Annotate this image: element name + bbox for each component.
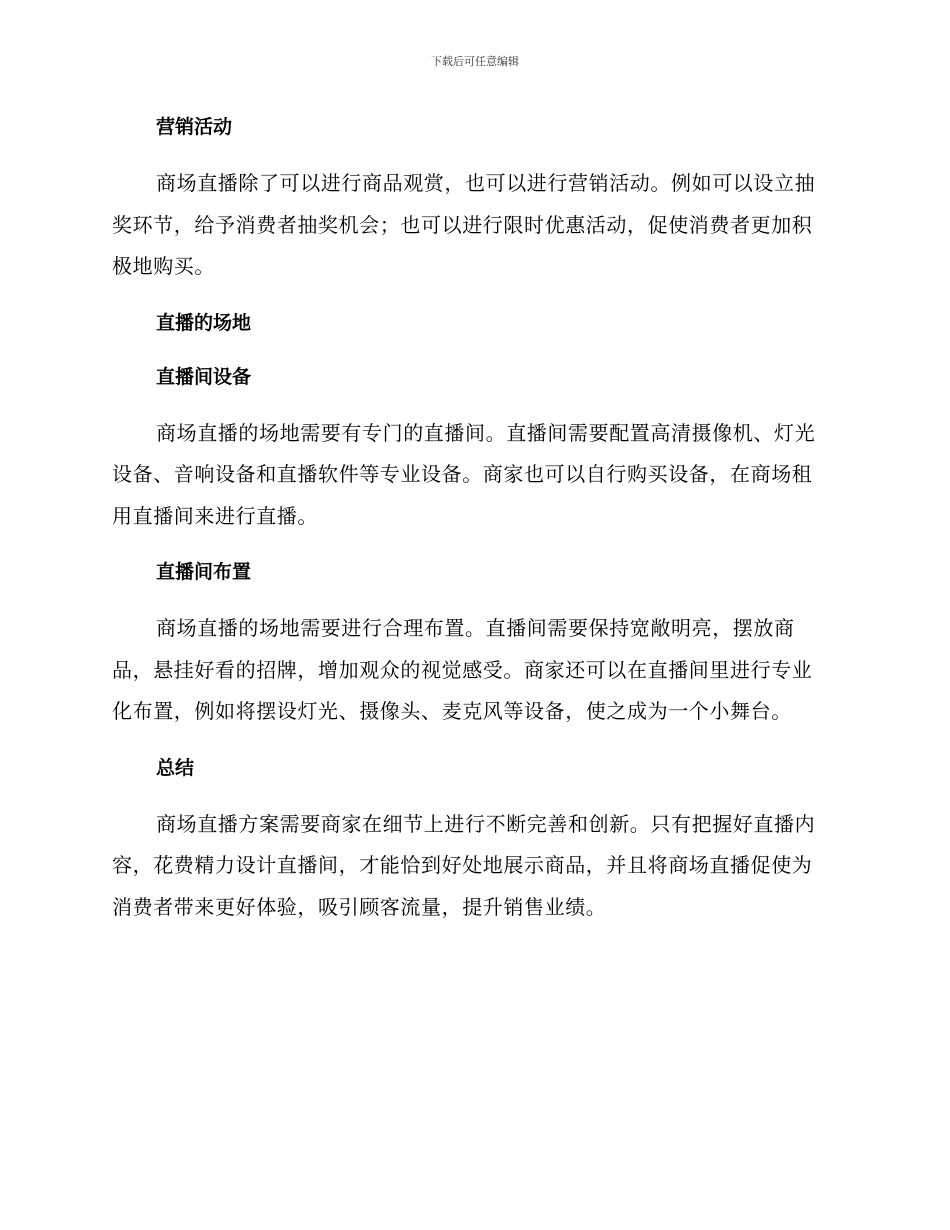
section-heading-layout: 直播间布置 — [156, 561, 252, 583]
section-paragraph-layout: 商场直播的场地需要进行合理布置。直播间需要保持宽敞明亮，摆放商品，悬挂好看的招牌，增加观众的视觉感受。商家还可以在直播间里进行专业化布置，例如将摆设灯光、摄像头、麦克风等设备，使之成为一个小舞台。 — [112, 616, 813, 723]
section-heading-summary: 总结 — [156, 756, 195, 779]
section-paragraph-marketing: 商场直播除了可以进行商品观赏，也可以进行营销活动。例如可以设立抽奖环节，给予消费者抽奖机会；也可以进行限时优惠活动，促使消费者更加积极地购买。 — [112, 171, 816, 278]
section-paragraph-summary: 商场直播方案需要商家在细节上进行不断完善和创新。只有把握好直播内容，花费精力设计直播间，才能恰到好处地展示商品，并且将商场直播促使为消费者带来更好体验，吸引顾客流量，提升销售业绩。 — [112, 811, 816, 919]
section-paragraph-equipment: 商场直播的场地需要有专门的直播间。直播间需要配置高清摄像机、灯光设备、音响设备和直播软件等专业设备。商家也可以自行购买设备，在商场租用直播间来进行直播。 — [112, 420, 816, 528]
page-header: 下载后可任意编辑 — [431, 55, 519, 68]
section-heading-equipment: 直播间设备 — [156, 365, 252, 388]
section-heading-venue: 直播的场地 — [156, 311, 252, 334]
document-body — [112, 108, 832, 928]
section-heading-marketing: 营销活动 — [156, 116, 233, 138]
